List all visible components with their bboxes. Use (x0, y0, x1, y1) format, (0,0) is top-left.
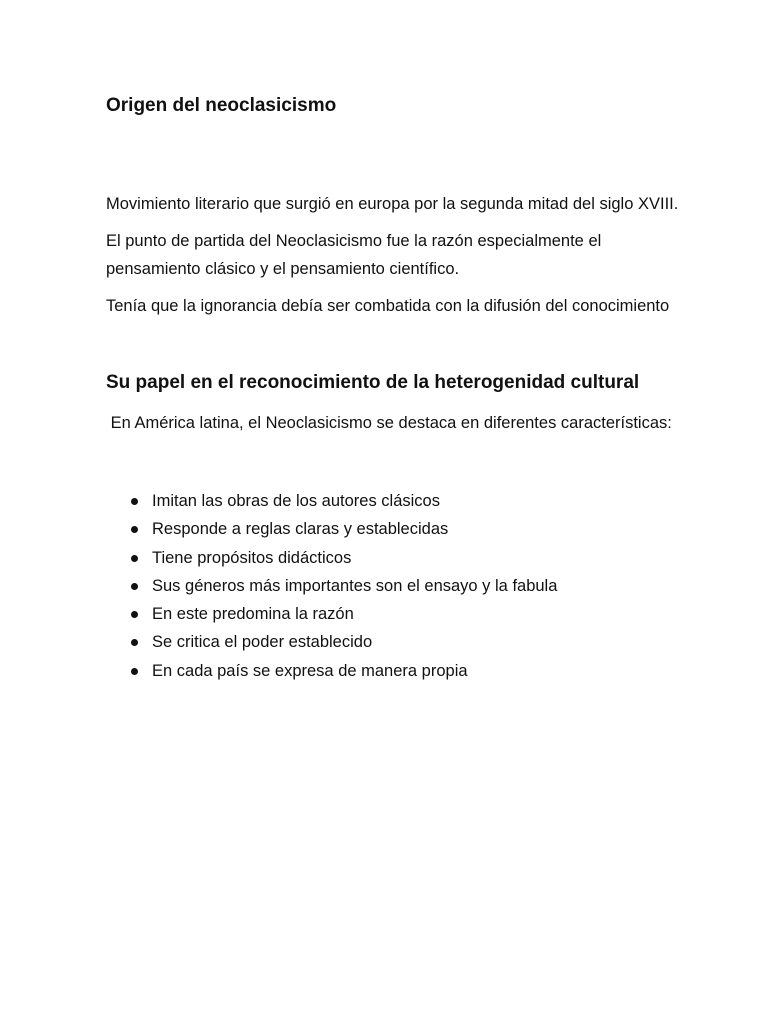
list-item (106, 657, 686, 685)
list-item-text: Imitan las obras de los autores clásicos (152, 492, 440, 510)
bullet-icon (131, 583, 138, 590)
list-item-text: Se critica el poder establecido (152, 633, 373, 652)
paragraph-movimiento: Movimiento literario que surgió en europa por la segunda mitad del siglo XVIII. (106, 195, 679, 213)
bullet-icon (131, 611, 138, 618)
section-title-origen: Origen del neoclasicismo (106, 95, 337, 116)
bullet-icon (131, 498, 138, 505)
list-item (106, 628, 686, 656)
list-item (106, 487, 686, 515)
section-title-heterogenidad: Su papel en el reconocimiento de la heterogenidad cultural (106, 372, 640, 393)
characteristics-list (106, 487, 686, 685)
list-item (106, 544, 686, 572)
list-item-text: Responde a reglas claras y establecidas (152, 520, 449, 539)
bullet-icon (131, 668, 138, 675)
paragraph-ignorancia: Tenía que la ignorancia debía ser combatida con la difusión del conocimiento (106, 297, 670, 315)
paragraph-america-latina: En América latina, el Neoclasicismo se destaca en diferentes características: (106, 414, 672, 432)
document-body (106, 92, 686, 685)
list-item (106, 572, 686, 600)
list-item-text: En este predomina la razón (152, 605, 354, 624)
bullet-icon (131, 555, 138, 562)
list-item-text: En cada país se expresa de manera propia (152, 661, 468, 680)
paragraph-punto-de-partida: El punto de partida del Neoclasicismo fue la razón especialmente el pensamiento clásico y el pensamiento científico. (106, 232, 602, 278)
list-item-text: Sus géneros más importantes son el ensayo y la fabula (152, 576, 558, 595)
bullet-icon (131, 639, 138, 646)
list-item (106, 515, 686, 543)
bullet-icon (131, 526, 138, 533)
list-item (106, 600, 686, 628)
list-item-text: Tiene propósitos didácticos (152, 548, 352, 567)
